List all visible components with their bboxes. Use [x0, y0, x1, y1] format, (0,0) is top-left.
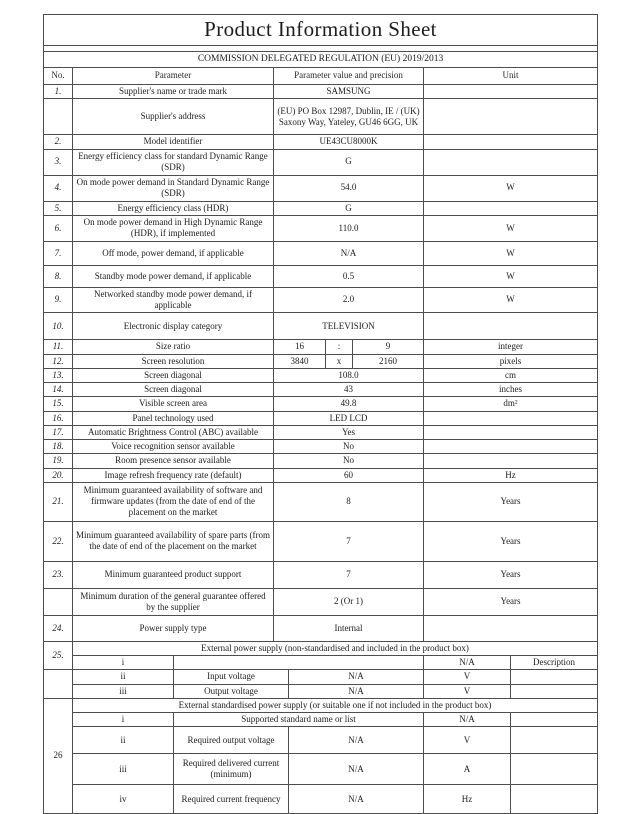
table-row [44, 440, 598, 454]
row-no: 26 [44, 698, 73, 814]
row-value: N/A [289, 785, 424, 814]
section-26-header-row [44, 698, 598, 712]
row-value: G [274, 201, 424, 215]
row-unit [424, 85, 598, 99]
row-unit: cm [424, 368, 598, 382]
row-value-width: 16 [274, 340, 326, 354]
row-no: 17. [44, 425, 73, 439]
section-header: External standardised power supply (or suitable one if not included in the product box) [73, 698, 598, 712]
row-description [511, 785, 598, 814]
row-value: 54.0 [274, 175, 424, 201]
row-parameter: Energy efficiency class for standard Dynamic Range (SDR) [73, 149, 274, 175]
row-value-separator: : [326, 340, 353, 354]
row-parameter: Screen diagonal [73, 368, 274, 382]
row-unit: W [424, 241, 598, 265]
row-sub-number: i [73, 713, 174, 727]
row-value: Yes [274, 425, 424, 439]
row-parameter: Electronic display category [73, 313, 274, 340]
row-sub-number: ii [73, 727, 174, 754]
table-row [44, 454, 598, 468]
row-parameter: Power supply type [73, 615, 274, 641]
row-parameter: Room presence sensor available [73, 454, 274, 468]
row-parameter: Minimum guaranteed availability of software and firmware updates (from the date of end of the placement on the market [73, 482, 274, 521]
row-parameter: Required delivered current (minimum) [174, 754, 289, 785]
row-no: 23. [44, 561, 73, 588]
row-unit: Years [424, 561, 598, 588]
row-unit: inches [424, 383, 598, 397]
table-row [44, 785, 598, 814]
row-parameter: Output voltage [174, 684, 289, 698]
row-unit: A [424, 754, 511, 785]
row-unit [424, 201, 598, 215]
table-row [44, 684, 598, 698]
row-parameter: Required output voltage [174, 727, 289, 754]
section-header: External power supply (non-standardised and included in the product box) [73, 641, 598, 655]
row-description [511, 727, 598, 754]
page-title: Product Information Sheet [44, 15, 598, 46]
row-parameter: Image refresh frequency rate (default) [73, 468, 274, 482]
row-parameter: Visible screen area [73, 397, 274, 411]
row-no: 11. [44, 340, 73, 354]
row-value: N/A [289, 754, 424, 785]
row-value: TELEVISION [274, 313, 424, 340]
row-no: 13. [44, 368, 73, 382]
table-row [44, 561, 598, 588]
table-row [44, 215, 598, 241]
table-row [44, 754, 598, 785]
row-no: 9. [44, 287, 73, 313]
row-sub-number: i [73, 656, 174, 670]
row-unit: pixels [424, 354, 598, 368]
col-header-value: Parameter value and precision [274, 68, 424, 85]
row-parameter: Minimum guaranteed availability of spare parts (from the date of end of the placement on the market [73, 521, 274, 561]
row-unit [424, 440, 598, 454]
row-no: 8. [44, 265, 73, 287]
table-row [44, 615, 598, 641]
row-value: N/A [424, 656, 511, 670]
table-row-size-ratio [44, 340, 598, 354]
row-parameter: Panel technology used [73, 411, 274, 425]
col-header-unit: Unit [424, 68, 598, 85]
row-unit [424, 454, 598, 468]
row-unit: dm² [424, 397, 598, 411]
row-unit: W [424, 265, 598, 287]
row-parameter: Supplier's name or trade mark [73, 85, 274, 99]
regulation-subtitle: COMMISSION DELEGATED REGULATION (EU) 2019/2013 [44, 52, 598, 68]
row-no: 16. [44, 411, 73, 425]
row-no: 20. [44, 468, 73, 482]
table-row [44, 656, 598, 670]
row-value: (EU) PO Box 12987, Dublin, IE / (UK) Saxony Way, Yateley, GU46 6GG, UK [274, 99, 424, 135]
table-row [44, 521, 598, 561]
table-row [44, 727, 598, 754]
row-no: 24. [44, 615, 73, 641]
table-row [44, 411, 598, 425]
row-parameter: Model identifier [73, 135, 274, 149]
row-value: No [274, 454, 424, 468]
row-description: Description [511, 656, 598, 670]
row-unit: W [424, 287, 598, 313]
table-row [44, 383, 598, 397]
document-sheet [43, 14, 597, 814]
col-header-no: No. [44, 68, 73, 85]
row-value: N/A [289, 670, 424, 684]
row-no: 19. [44, 454, 73, 468]
row-value: UE43CU8000K [274, 135, 424, 149]
table-row [44, 468, 598, 482]
row-parameter: Minimum guaranteed product support [73, 561, 274, 588]
row-value: LED LCD [274, 411, 424, 425]
row-no: 14. [44, 383, 73, 397]
row-value: No [274, 440, 424, 454]
row-sub-number: iii [73, 754, 174, 785]
row-description [511, 670, 598, 684]
row-value: 8 [274, 482, 424, 521]
row-sub-number: iv [73, 785, 174, 814]
row-unit: W [424, 215, 598, 241]
row-value: G [274, 149, 424, 175]
table-row [44, 201, 598, 215]
table-row [44, 313, 598, 340]
row-unit [424, 313, 598, 340]
row-parameter: Energy efficiency class (HDR) [73, 201, 274, 215]
row-parameter: Networked standby mode power demand, if applicable [73, 287, 274, 313]
table-row [44, 135, 598, 149]
row-parameter [174, 656, 424, 670]
row-no: 25. [44, 641, 73, 670]
table-row [44, 175, 598, 201]
row-no: 5. [44, 201, 73, 215]
row-parameter: Required current frequency [174, 785, 289, 814]
table-row [44, 265, 598, 287]
row-unit [424, 425, 598, 439]
row-parameter: Screen resolution [73, 354, 274, 368]
row-value-height: 9 [353, 340, 424, 354]
row-unit: integer [424, 340, 598, 354]
col-header-parameter: Parameter [73, 68, 274, 85]
table-row [44, 99, 598, 135]
table-row [44, 713, 598, 727]
row-no: 10. [44, 313, 73, 340]
row-value: N/A [274, 241, 424, 265]
row-unit: Years [424, 482, 598, 521]
row-parameter: Minimum duration of the general guarantee offered by the supplier [73, 588, 274, 615]
row-unit: Years [424, 521, 598, 561]
row-value: Internal [274, 615, 424, 641]
row-value: 2 (Or 1) [274, 588, 424, 615]
row-value-width: 3840 [274, 354, 326, 368]
row-parameter: Voice recognition sensor available [73, 440, 274, 454]
row-value: 2.0 [274, 287, 424, 313]
table-row [44, 287, 598, 313]
table-row [44, 670, 598, 684]
table-row [44, 482, 598, 521]
row-no: 15. [44, 397, 73, 411]
regulation-row [44, 52, 598, 68]
product-information-table [43, 14, 598, 814]
row-parameter: Size ratio [73, 340, 274, 354]
row-parameter: Supported standard name or list [174, 713, 424, 727]
row-value: N/A [289, 727, 424, 754]
row-no: 3. [44, 149, 73, 175]
section-25-header-row [44, 641, 598, 655]
row-no [44, 99, 73, 135]
row-unit: V [424, 684, 511, 698]
row-sub-number: ii [73, 670, 174, 684]
row-no: 22. [44, 521, 73, 561]
row-parameter: Screen diagonal [73, 383, 274, 397]
row-value: 60 [274, 468, 424, 482]
table-row [44, 149, 598, 175]
row-unit [424, 135, 598, 149]
row-unit: Hz [424, 785, 511, 814]
row-no: 6. [44, 215, 73, 241]
row-value-height: 2160 [353, 354, 424, 368]
row-unit: Years [424, 588, 598, 615]
row-value: 110.0 [274, 215, 424, 241]
table-row-resolution [44, 354, 598, 368]
row-value: 7 [274, 561, 424, 588]
row-unit: Hz [424, 468, 598, 482]
row-no: 1. [44, 85, 73, 99]
row-value: 7 [274, 521, 424, 561]
row-description [511, 684, 598, 698]
row-no [44, 670, 73, 699]
column-header-row [44, 68, 598, 85]
table-row [44, 397, 598, 411]
row-parameter: Input voltage [174, 670, 289, 684]
title-row [44, 15, 598, 46]
row-parameter: Supplier's address [73, 99, 274, 135]
table-row [44, 588, 598, 615]
row-unit [424, 149, 598, 175]
row-no: 12. [44, 354, 73, 368]
row-unit [424, 411, 598, 425]
row-description [511, 754, 598, 785]
row-value: SAMSUNG [274, 85, 424, 99]
row-unit: V [424, 670, 511, 684]
row-parameter: Automatic Brightness Control (ABC) available [73, 425, 274, 439]
row-no: 21. [44, 482, 73, 521]
table-row [44, 425, 598, 439]
row-unit: W [424, 175, 598, 201]
row-value: N/A [289, 684, 424, 698]
table-row [44, 85, 598, 99]
row-value: N/A [424, 713, 511, 727]
row-unit [424, 615, 598, 641]
row-parameter: On mode power demand in Standard Dynamic Range (SDR) [73, 175, 274, 201]
row-parameter: Standby mode power demand, if applicable [73, 265, 274, 287]
row-no: 4. [44, 175, 73, 201]
row-value: 0.5 [274, 265, 424, 287]
row-no: 18. [44, 440, 73, 454]
table-row [44, 241, 598, 265]
row-unit [424, 99, 598, 135]
row-unit: V [424, 727, 511, 754]
row-parameter: Off mode, power demand, if applicable [73, 241, 274, 265]
row-value: 108.0 [274, 368, 424, 382]
table-row [44, 368, 598, 382]
row-description [511, 713, 598, 727]
row-no: 2. [44, 135, 73, 149]
row-value-separator: x [326, 354, 353, 368]
row-value: 49.8 [274, 397, 424, 411]
row-no [44, 588, 73, 615]
row-sub-number: iii [73, 684, 174, 698]
row-no: 7. [44, 241, 73, 265]
row-parameter: On mode power demand in High Dynamic Range (HDR), if implemented [73, 215, 274, 241]
row-value: 43 [274, 383, 424, 397]
